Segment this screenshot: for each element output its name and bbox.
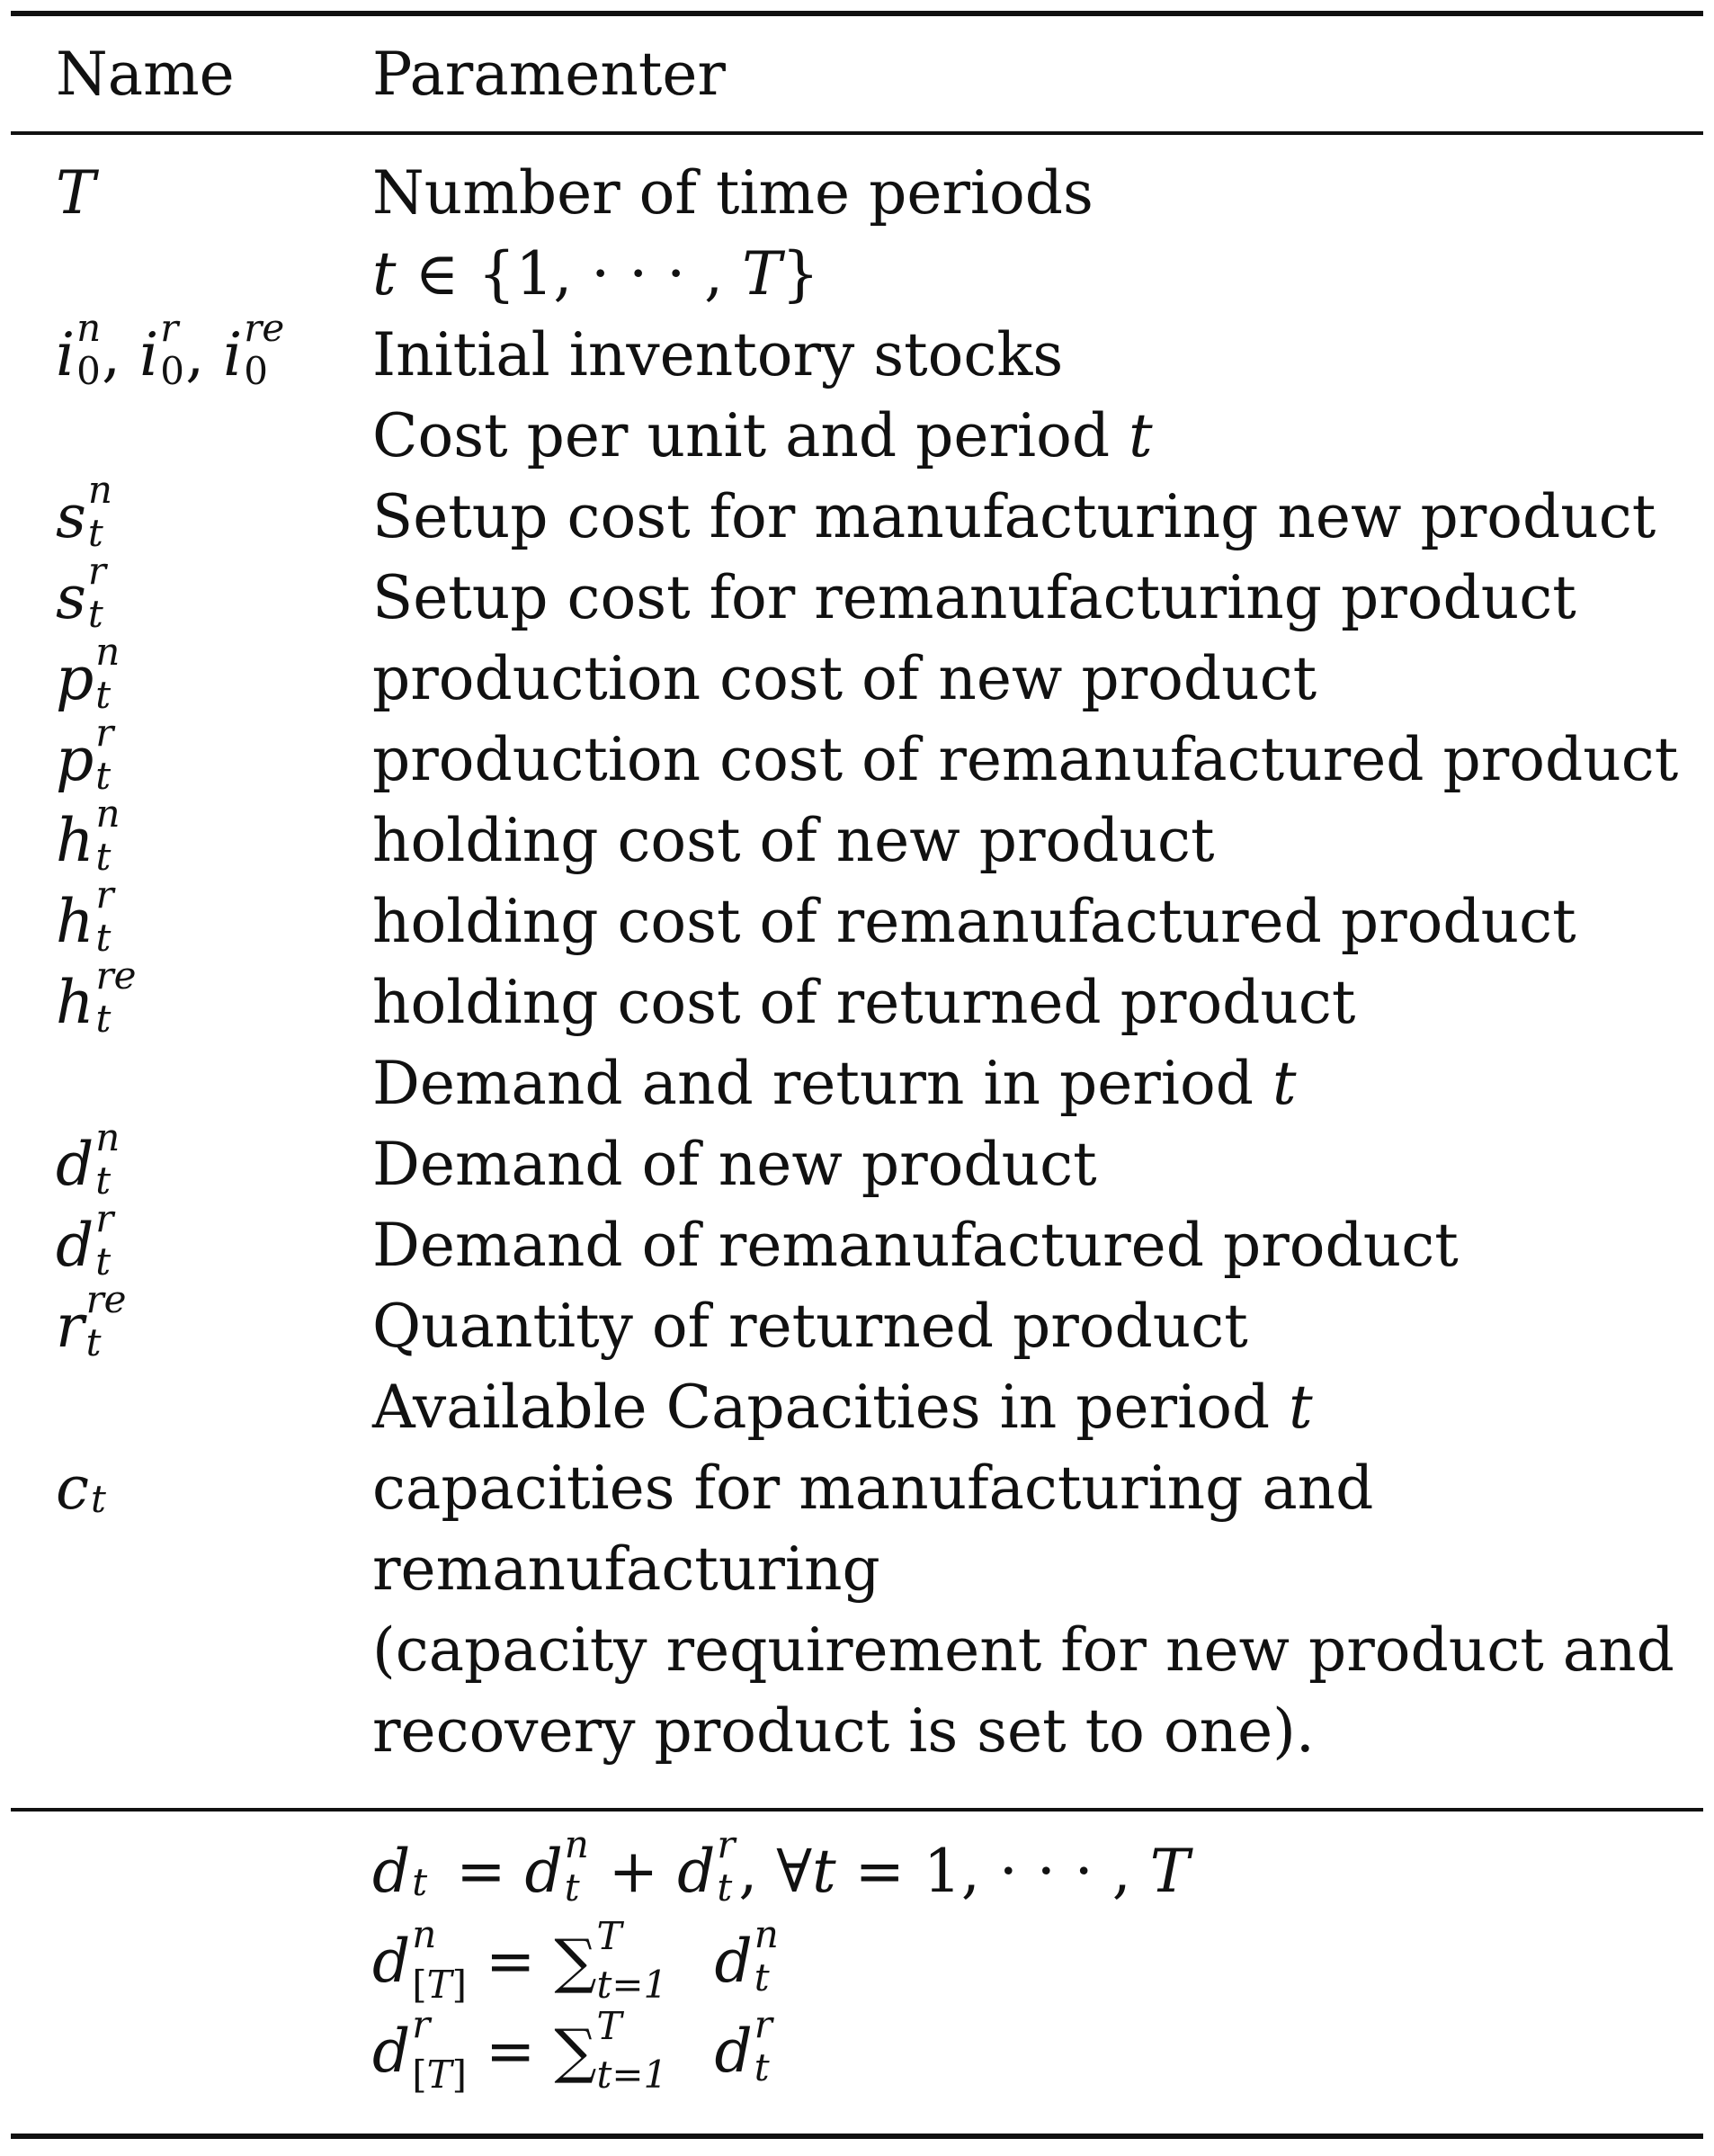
param-production-new: production cost of new product xyxy=(372,644,1317,713)
param-capacities-line1: capacities for manufacturing and xyxy=(372,1454,1374,1523)
set-t: t xyxy=(372,239,397,309)
parameter-table xyxy=(11,0,1703,2156)
symbol-str: s r t xyxy=(56,549,106,636)
equation-cumulative-new-demand: d n $_{[T]}$ = ∑ T t=1 d n t xyxy=(372,1912,779,2007)
param-holding-returned: holding cost of returned product xyxy=(372,968,1356,1037)
param-cost-per-unit-heading: Cost per unit and period t xyxy=(372,401,1153,470)
symbol-htr: h r t xyxy=(56,872,114,960)
param-production-reman: production cost of remanufactured product xyxy=(372,725,1679,794)
symbol-T: T xyxy=(56,158,96,228)
set-open: ∈ {1, · · · , xyxy=(415,239,724,309)
param-capacities-line2: remanufacturing xyxy=(372,1534,880,1604)
equation-cumulative-reman-demand: d r $_{[T]}$ = ∑ T t=1 d r t xyxy=(372,2002,772,2097)
param-capacities-line4: recovery product is set to one). xyxy=(372,1696,1315,1766)
header-name: Name xyxy=(56,40,235,109)
param-capacities-heading: Available Capacities in period t xyxy=(372,1373,1313,1442)
symbol-initial-inventory: i n 0 , i r 0 , i re 0 xyxy=(56,306,285,393)
param-period-set xyxy=(372,239,820,309)
symbol-ptn: p n t xyxy=(56,630,121,717)
symbol-dtn: d n t xyxy=(56,1115,121,1203)
sym-i0n: i n 0 xyxy=(56,306,102,393)
symbol-dtr: d r t xyxy=(56,1196,114,1284)
param-demand-reman: Demand of remanufactured product xyxy=(372,1211,1459,1280)
symbol-ct: c t xyxy=(56,1454,106,1523)
param-setup-reman: Setup cost for remanufacturing product xyxy=(372,563,1576,632)
param-returned-quantity: Quantity of returned product xyxy=(372,1292,1248,1361)
header-rule xyxy=(11,131,1703,135)
footer-rule xyxy=(11,1808,1703,1812)
sym-i0r: i r 0 xyxy=(139,306,184,393)
param-capacities-line3: (capacity requirement for new product and xyxy=(372,1615,1674,1685)
bottom-rule xyxy=(11,2134,1703,2139)
set-T: T xyxy=(742,239,782,309)
param-demand-new: Demand of new product xyxy=(372,1130,1097,1199)
header-parameter: Paramenter xyxy=(372,40,726,109)
param-number-of-periods: Number of time periods xyxy=(372,158,1094,228)
symbol-htn: h n t xyxy=(56,792,121,879)
sym-i0re: i re 0 xyxy=(223,306,285,393)
top-rule xyxy=(11,11,1703,16)
param-setup-new: Setup cost for manufacturing new product xyxy=(372,482,1656,551)
symbol-stn: s n t xyxy=(56,468,112,555)
symbol-htre: h re t xyxy=(56,953,137,1041)
equation-total-demand: d t = d n t + d r t , ∀t = 1, · · · , T xyxy=(372,1822,1190,1910)
param-holding-new: holding cost of new product xyxy=(372,806,1215,875)
param-initial-inventory: Initial inventory stocks xyxy=(372,320,1064,389)
param-holding-reman: holding cost of remanufactured product xyxy=(372,887,1576,956)
symbol-ptr: p r t xyxy=(56,711,114,798)
set-close: } xyxy=(781,239,820,309)
symbol-rtre: r re t xyxy=(56,1277,127,1364)
param-demand-return-heading: Demand and return in period t xyxy=(372,1049,1297,1118)
